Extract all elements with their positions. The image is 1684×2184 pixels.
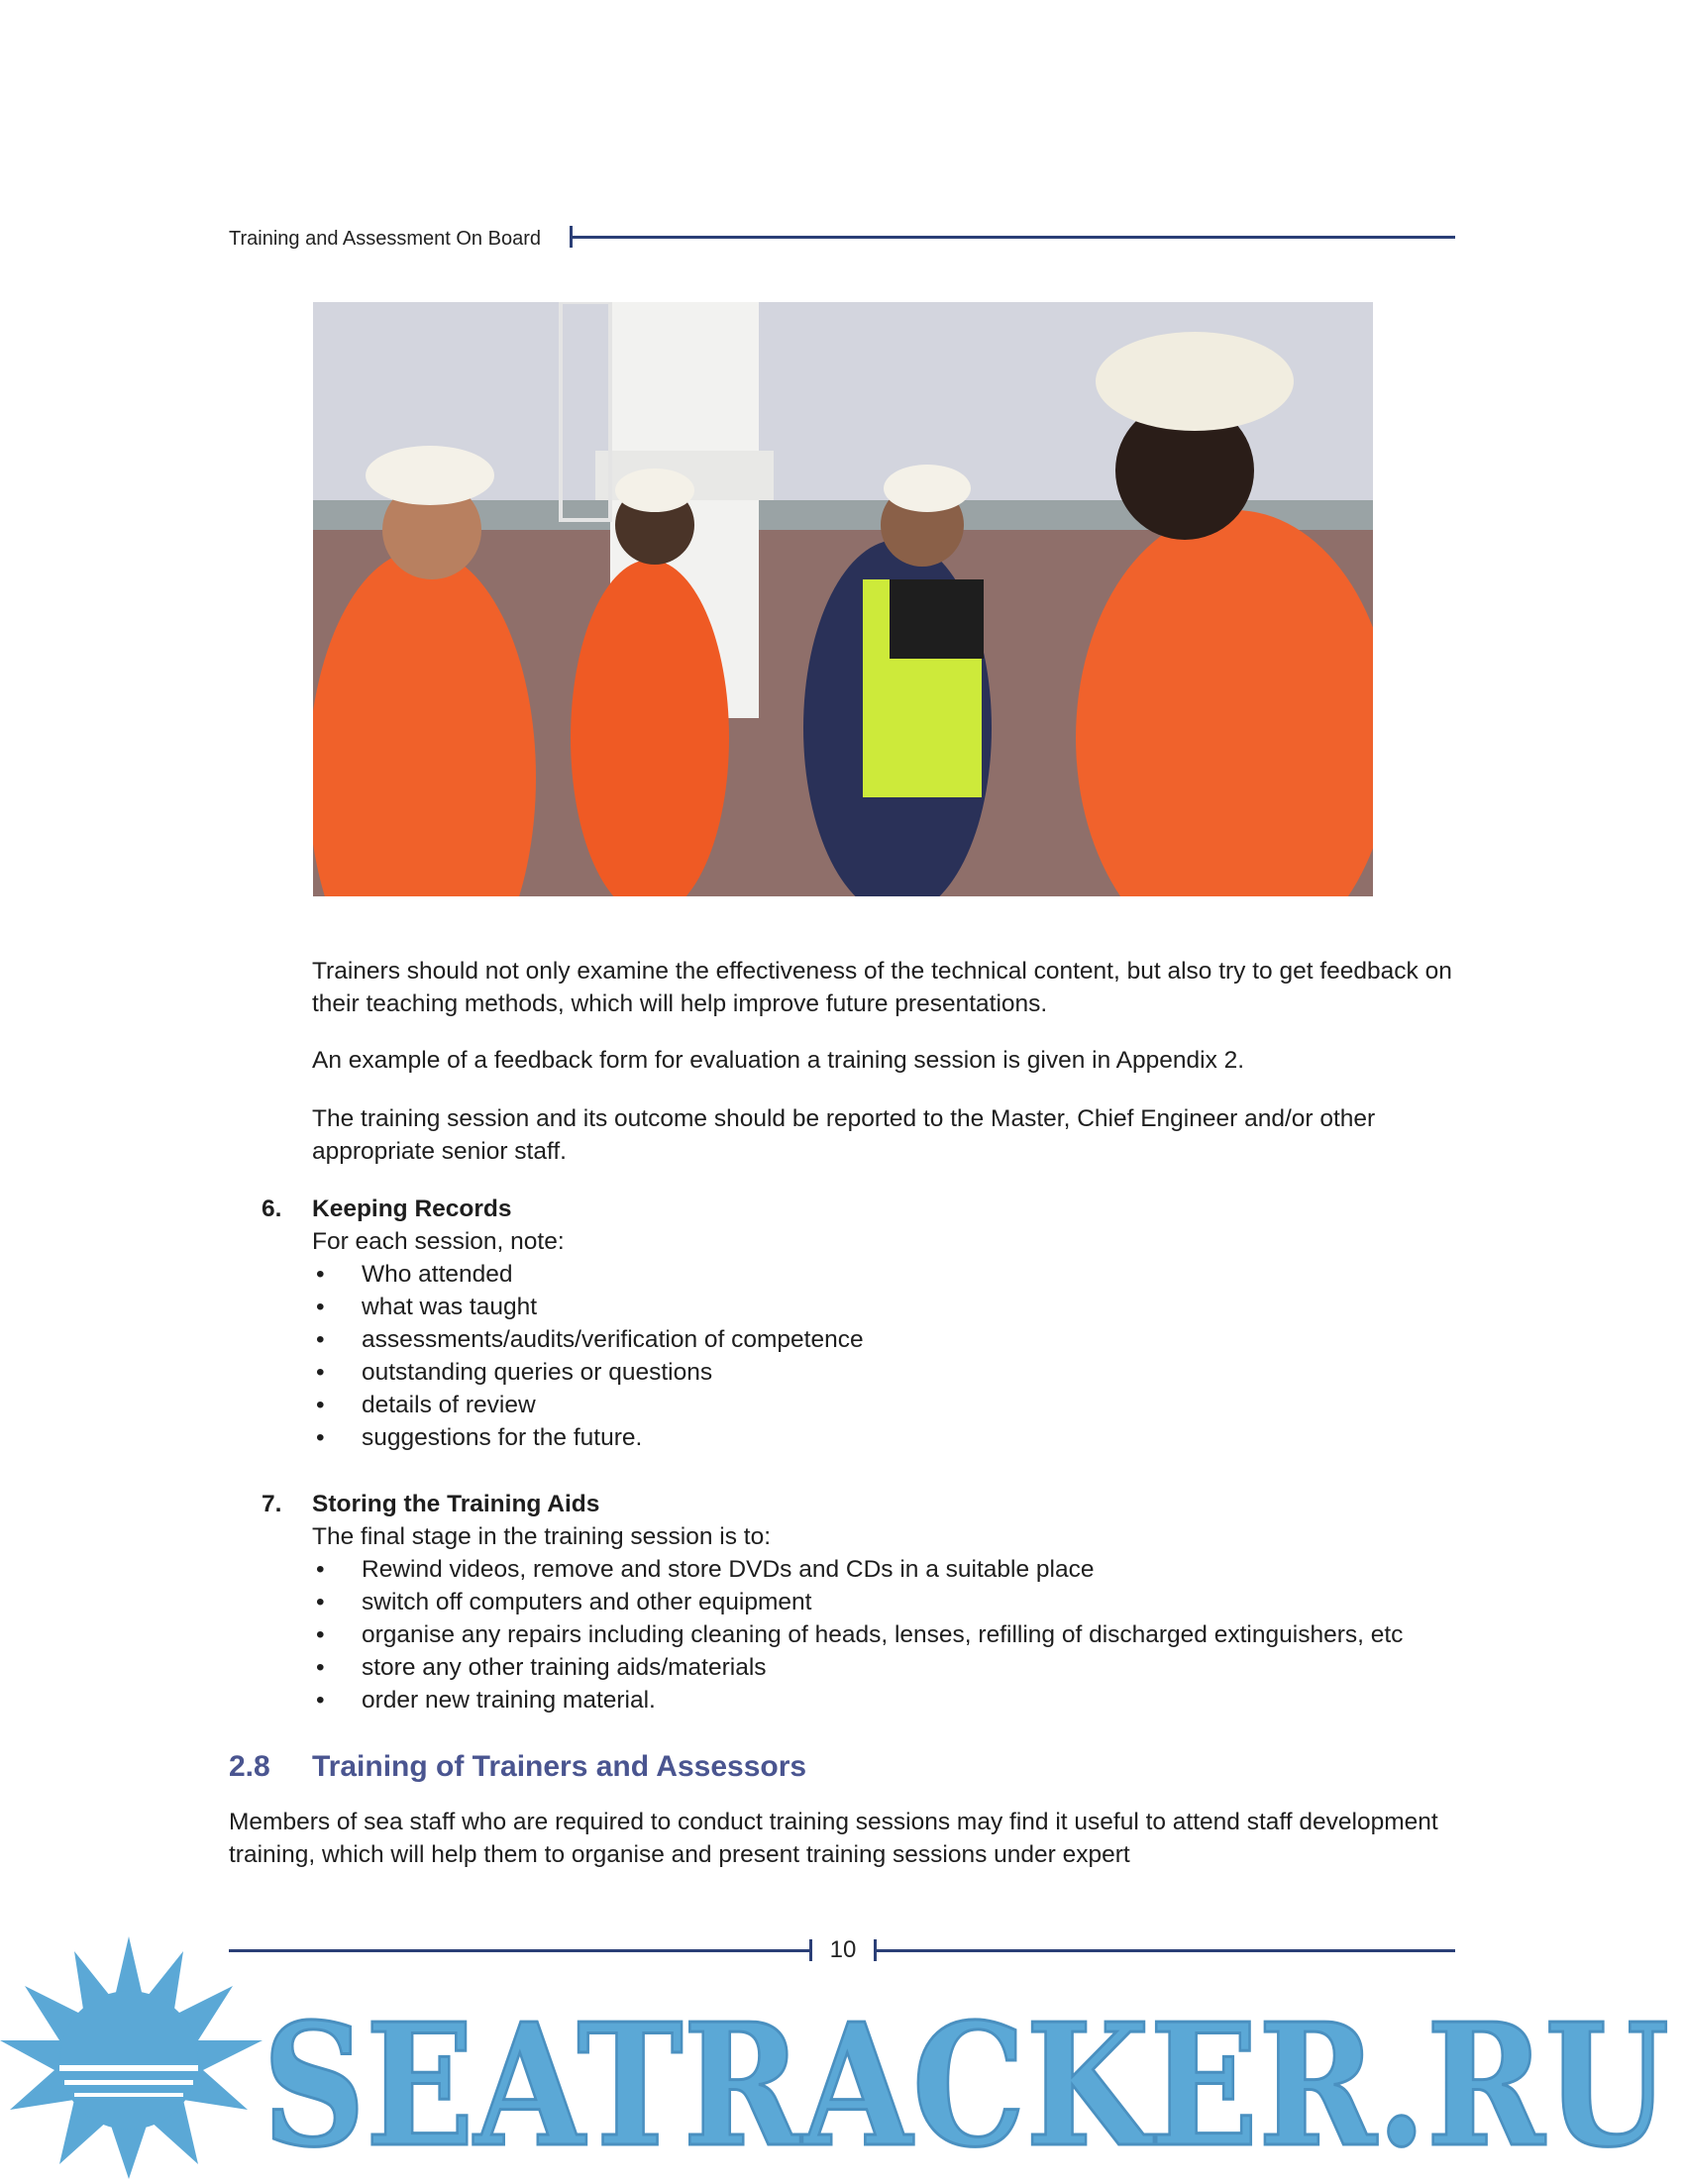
bullet-icon: • xyxy=(316,1654,325,1681)
list-item: • Rewind videos, remove and store DVDs and CDs in a suitable place xyxy=(312,1553,1481,1586)
bullet-icon: • xyxy=(316,1359,325,1386)
running-title: Training and Assessment On Board xyxy=(229,228,541,250)
watermark-text: SEATRACKER.RU xyxy=(263,1987,1669,2179)
seatracker-watermark xyxy=(0,1931,1684,2179)
section-paragraph: Members of sea staff who are required to conduct training sessions may find it useful to attend staff development training, which will help them to organise and present training sessions under expert xyxy=(229,1809,1438,1868)
list-item: • what was taught xyxy=(312,1291,1481,1323)
item-number: 7. xyxy=(262,1491,282,1517)
paragraph-appendix: An example of a feedback form for evaluation a training session is given in Appendix 2. xyxy=(312,1047,1245,1074)
bullet-icon: • xyxy=(316,1589,325,1615)
photo-crew-on-deck xyxy=(313,302,1373,896)
bullet-icon: • xyxy=(316,1261,325,1288)
item-number: 6. xyxy=(262,1196,282,1222)
crew-on-deck-photo xyxy=(313,302,1373,896)
paragraph-reporting: The training session and its outcome should be reported to the Master, Chief Engineer and/or other appropriate senior staff. xyxy=(312,1105,1376,1165)
bullet-icon: • xyxy=(316,1424,325,1451)
header-rule xyxy=(570,236,1455,239)
item-title: Storing the Training Aids xyxy=(312,1491,600,1517)
list-item: • outstanding queries or questions xyxy=(312,1356,1481,1389)
bullet-icon: • xyxy=(316,1392,325,1418)
list-item: • details of review xyxy=(312,1389,1481,1421)
list-item: • store any other training aids/materials xyxy=(312,1651,1481,1684)
bullet-list xyxy=(312,1258,1481,1454)
bullet-icon: • xyxy=(316,1621,325,1648)
list-item: • switch off computers and other equipment xyxy=(312,1586,1481,1618)
section-title: Training of Trainers and Assessors xyxy=(312,1750,807,1783)
item-title: Keeping Records xyxy=(312,1196,512,1222)
running-header xyxy=(229,226,1455,256)
item-intro: For each session, note: xyxy=(312,1228,565,1255)
item-intro: The final stage in the training session is to: xyxy=(312,1523,772,1550)
section-number: 2.8 xyxy=(229,1750,270,1783)
paragraph-feedback: Trainers should not only examine the effectiveness of the technical content, but also try to get feedback on their teaching methods, which will help improve future presentations. xyxy=(312,958,1452,1017)
page-number: 10 xyxy=(829,1936,857,1963)
bullet-list xyxy=(312,1553,1481,1716)
list-item: • order new training material. xyxy=(312,1684,1481,1716)
bullet-icon: • xyxy=(316,1687,325,1714)
list-item: • assessments/audits/verification of competence xyxy=(312,1323,1481,1356)
list-item: • suggestions for the future. xyxy=(312,1421,1481,1454)
list-item: • Who attended xyxy=(312,1258,1481,1291)
bullet-icon: • xyxy=(316,1556,325,1583)
list-item: • organise any repairs including cleaning of heads, lenses, refilling of discharged extinguishers, etc xyxy=(312,1618,1481,1651)
bullet-icon: • xyxy=(316,1294,325,1320)
section-heading xyxy=(229,1750,806,1784)
sun-icon xyxy=(0,1936,263,2179)
watermark-logo xyxy=(0,1931,1684,2179)
bullet-icon: • xyxy=(316,1326,325,1353)
